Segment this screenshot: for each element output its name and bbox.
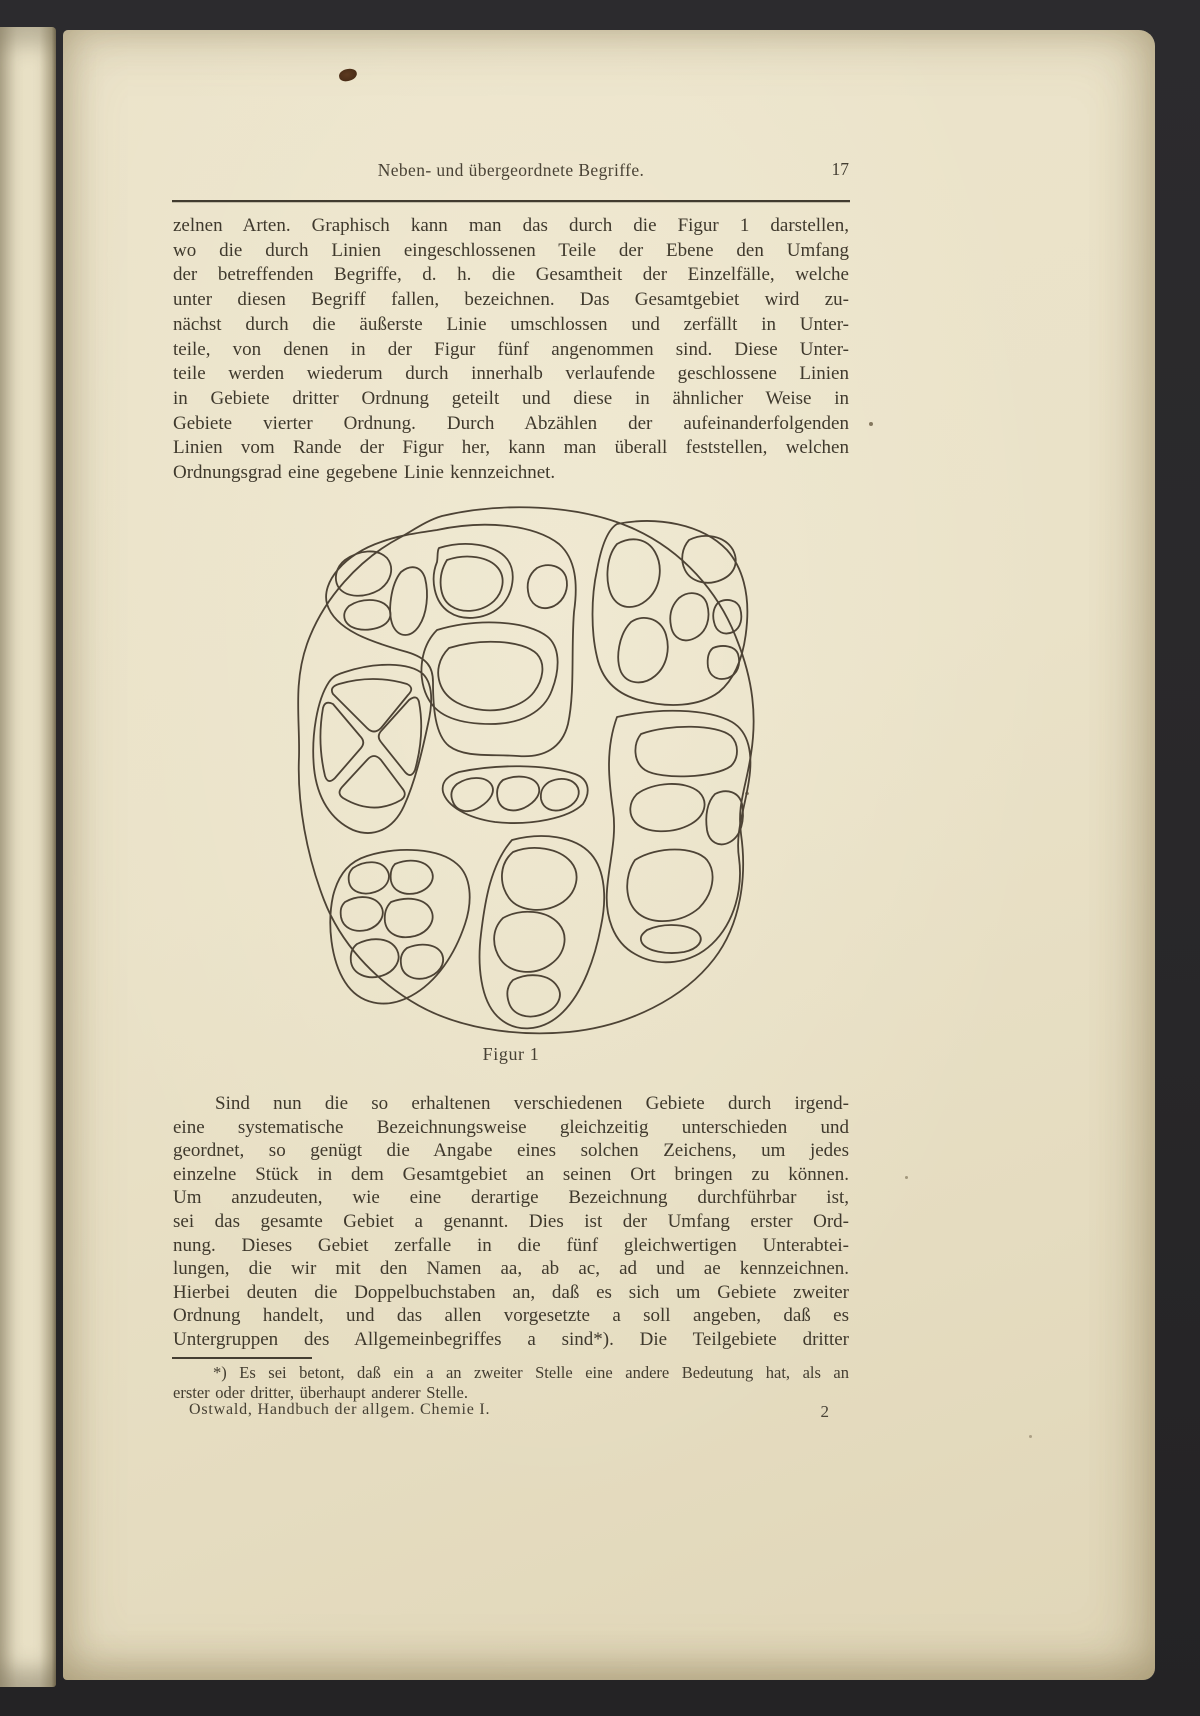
text-line: nächst durch die äußerste Linie umschlossen und zerfällt in Unter- (173, 313, 849, 335)
figure-outer-boundary (298, 507, 754, 1033)
paper-speck (869, 422, 873, 426)
text-line: nung. Dieses Gebiet zerfalle in die fünf gleichwertigen Unterabtei- (173, 1234, 849, 1256)
running-header: Neben- und übergeordnete Begriffe. (377, 160, 645, 180)
text-line: lungen, die wir mit den Namen aa, ab ac, ad und ae kennzeichnen. (173, 1258, 849, 1280)
text-line: Ordnung handelt, und das allen vorgesetzte a soll angeben, daß es (173, 1305, 849, 1327)
text-line: geordnet, so genügt die Angabe eines solchen Zeichens, um jedes (173, 1140, 849, 1162)
text-line: erster oder dritter, überhaupt anderer Stelle. (173, 1382, 469, 1402)
figure-region-center-x (313, 665, 431, 833)
text-line: teile werden wiederum durch innerhalb verlaufende geschlossene Linien (173, 363, 849, 385)
text-line: eine systematische Bezeichnungsweise gleichzeitig unterschieden und (173, 1116, 849, 1138)
text-line: Sind nun die so erhaltenen verschiedenen Gebiete durch irgend- (215, 1093, 849, 1114)
figure-region-top-left (326, 525, 576, 757)
paper-speck (1029, 1435, 1032, 1438)
figure-caption: Figur 1 (482, 1044, 540, 1064)
ink-blot (338, 68, 358, 83)
text-line: Hierbei deuten die Doppelbuchstaben an, daß es sich um Gebiete zweiter (173, 1281, 849, 1303)
text-line: Linien vom Rande der Figur her, kann man überall feststellen, welchen (173, 437, 849, 459)
figure-region-right (607, 711, 751, 963)
text-line: unter diesen Begriff fallen, bezeichnen. Das Gesamtgebiet wird zu- (173, 289, 849, 311)
text-line: *) Es sei betont, daß ein a an zweiter Stelle eine andere Bedeutung hat, als an (213, 1363, 849, 1382)
text-line: sei das gesamte Gebiet a genannt. Dies ist der Umfang erster Ord- (173, 1210, 849, 1232)
sheet-number: 2 (820, 1402, 829, 1421)
text-line: Ordnungsgrad eine gegebene Linie kennzeichnet. (173, 462, 556, 484)
page-number: 17 (831, 159, 849, 179)
text-line: der betreffenden Begriffe, d. h. die Gesamtheit der Einzelfälle, welche (173, 264, 849, 286)
figure-region-bottom-center (480, 836, 605, 1028)
footer-signature: Ostwald, Handbuch der allgem. Chemie I. (189, 1401, 491, 1418)
text-line: Gebiete vierter Ordnung. Durch Abzählen der aufeinanderfolgenden (173, 412, 849, 434)
facing-page-edge (0, 27, 56, 1687)
paper-speck (905, 1176, 908, 1179)
footnote (173, 1363, 849, 1402)
text-line: zelnen Arten. Graphisch kann man das durch die Figur 1 darstellen, (173, 215, 849, 236)
paragraph-1 (173, 214, 849, 486)
paragraph-2 (173, 1092, 849, 1352)
text-line: Um anzudeuten, wie eine derartige Bezeichnung durchführbar ist, (173, 1187, 849, 1209)
text-line: in Gebiete dritter Ordnung geteilt und diese in ähnlicher Weise in (173, 387, 849, 409)
figure-region-bottom-left (330, 850, 469, 1004)
header-rule (172, 200, 850, 202)
book-page (63, 30, 1155, 1680)
text-line: Untergruppen des Allgemeinbegriffes a sind*). Die Teilgebiete dritter (173, 1328, 849, 1350)
text-line: einzelne Stück in dem Gesamtgebiet an seinen Ort bringen zu können. (173, 1163, 849, 1185)
figure-region-center-fan (443, 766, 588, 823)
text-line: wo die durch Linien eingeschlossenen Teile der Ebene den Umfang (173, 239, 849, 261)
footnote-rule (172, 1357, 312, 1359)
figure-drawing (285, 500, 759, 1039)
text-line: teile, von denen in der Figur fünf angenommen sind. Diese Unter- (173, 338, 849, 360)
